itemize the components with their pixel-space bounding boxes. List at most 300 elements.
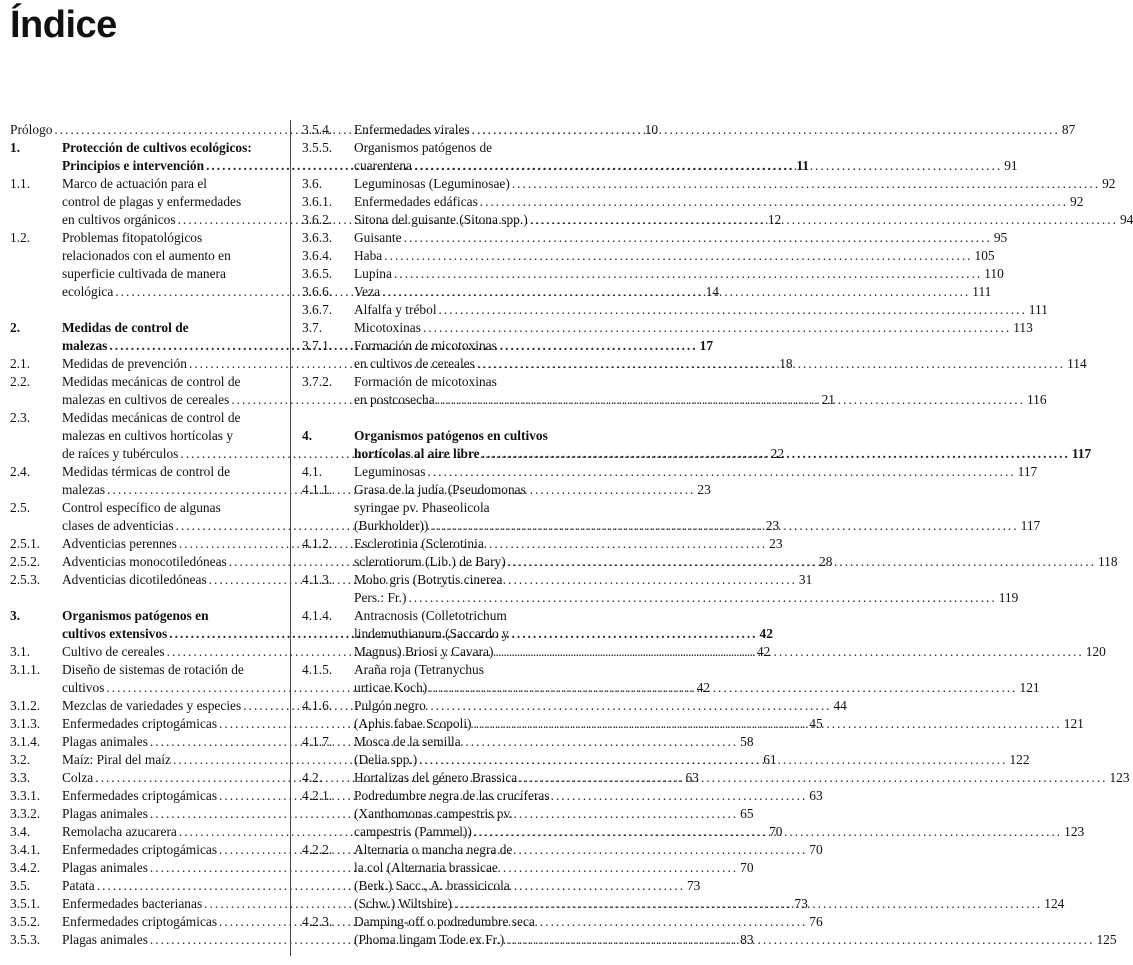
toc-line xyxy=(354,553,1118,571)
toc-page-number: 61 xyxy=(763,752,777,767)
toc-entry-text xyxy=(354,247,995,265)
toc-entry-title: Maíz: Piral del maíz xyxy=(62,752,171,767)
toc-entry xyxy=(302,463,1038,481)
toc-line xyxy=(354,193,1083,211)
toc-entry xyxy=(302,229,1008,247)
toc-section-number: 2.5.2. xyxy=(10,554,41,569)
leader-dots xyxy=(437,391,1025,409)
toc-section-number: 4.2. xyxy=(302,770,323,785)
toc-page-number: 14 xyxy=(705,284,719,299)
toc-section-number: 4.1.5. xyxy=(302,662,333,677)
toc-page-number: 45 xyxy=(809,716,823,731)
toc-entry-title: Adventicias perennes xyxy=(62,536,177,551)
toc-entry-title: Guisante xyxy=(354,230,402,245)
toc-page-number: 63 xyxy=(685,770,699,785)
toc-page-number: 73 xyxy=(686,878,701,893)
leader-dots xyxy=(408,589,996,607)
toc-entry-title: superficie cultivada de manera xyxy=(62,266,226,281)
toc-line xyxy=(354,733,1030,751)
toc-page-number: 83 xyxy=(740,932,754,947)
toc-page-number: 124 xyxy=(1044,896,1065,911)
toc-entry-title: Veza xyxy=(354,284,381,299)
toc-entry-text xyxy=(354,463,1037,481)
toc-section-number: 2.5.3. xyxy=(10,572,41,587)
toc-entry-text xyxy=(354,841,1064,913)
toc-section-number: 4.1.2. xyxy=(302,536,333,551)
toc-page-number: 21 xyxy=(821,392,835,407)
toc-entry-title: Enfermedades criptogámicas xyxy=(62,842,218,857)
toc-page-number: 111 xyxy=(1028,302,1048,317)
toc-entry-title: Plagas animales xyxy=(62,734,148,749)
toc-page-number: 113 xyxy=(1013,320,1033,335)
toc-page-number: 111 xyxy=(972,284,992,299)
toc-entry-title: Colza xyxy=(62,770,94,785)
toc-entry-text xyxy=(354,319,1033,337)
toc-page-number: 10 xyxy=(644,122,659,137)
toc-line xyxy=(354,427,1091,445)
toc-entry-title: Plagas animales xyxy=(62,860,148,875)
toc-section-number: 3.4.2. xyxy=(10,860,41,875)
toc-entry-text xyxy=(354,373,1047,409)
leader-dots xyxy=(454,895,1042,913)
toc-entry-title: Adventicias dicotiledóneas xyxy=(62,572,207,587)
leader-dots xyxy=(472,121,1060,139)
toc-section-number: 3.4. xyxy=(10,824,31,839)
toc-entry-title: Magnus) Briosi y Cavara) xyxy=(354,644,494,659)
toc-section-number: 1.1. xyxy=(10,176,31,191)
toc-line xyxy=(354,445,1091,463)
toc-entry-title: (Delia spp.) xyxy=(354,752,418,767)
toc-entry-title: Formación de micotoxinas xyxy=(354,374,497,389)
toc-entry-text xyxy=(354,211,1133,229)
toc-entry-title: Diseño de sistemas de rotación de xyxy=(62,662,244,677)
toc-entry-text xyxy=(354,175,1115,193)
leader-dots xyxy=(394,265,982,283)
toc-section-number: 3.4.1. xyxy=(10,842,41,857)
toc-entry-title: Lupina xyxy=(354,266,392,281)
toc-page-number: 123 xyxy=(1109,770,1130,785)
toc-section-number: 3.6.5. xyxy=(302,266,333,281)
toc-entry-title: Enfermedades virales xyxy=(354,122,470,137)
toc-entry xyxy=(302,319,1033,337)
toc-line xyxy=(354,373,1047,391)
toc-entry-title: campestris (Pammel)) xyxy=(354,824,472,839)
leader-dots xyxy=(530,211,1118,229)
toc-entry-text xyxy=(354,769,1130,787)
toc-line xyxy=(354,931,1117,949)
toc-section-number: 1.2. xyxy=(10,230,31,245)
toc-page-number: 121 xyxy=(1063,716,1084,731)
toc-section-number: 3.1.4. xyxy=(10,734,41,749)
toc-entry-title: malezas en cultivos de cereales xyxy=(62,392,230,407)
toc-entry-title: (Berk.) Sacc., A. brassicicola xyxy=(354,878,510,893)
toc-page-number: 42 xyxy=(696,680,711,695)
toc-entry-title: Alternaria o mancha negra de xyxy=(354,842,513,857)
toc-page-number: 117 xyxy=(1017,464,1038,479)
toc-entry-title: Organismos patógenos en cultivos xyxy=(354,428,548,443)
toc-page-number: 121 xyxy=(1019,680,1040,695)
leader-dots xyxy=(508,553,1096,571)
toc-line xyxy=(354,805,1084,823)
toc-line xyxy=(354,679,1040,697)
toc-entry-title: Enfermedades bacterianas xyxy=(62,896,203,911)
toc-line xyxy=(354,823,1084,841)
toc-entry-title: la col (Alternaria brassicae xyxy=(354,860,498,875)
toc-line xyxy=(354,769,1130,787)
toc-line xyxy=(354,751,1030,769)
leader-dots xyxy=(427,463,1015,481)
toc-entry-title: malezas xyxy=(62,338,108,353)
toc-page-number: 65 xyxy=(740,806,754,821)
toc-entry-title: clases de adventicias xyxy=(62,518,174,533)
toc-entry-title: Marco de actuación para el xyxy=(62,176,207,191)
toc-section-number: 3.7. xyxy=(302,320,323,335)
toc-entry-title: Podredumbre negra de las crucíferas xyxy=(354,788,550,803)
toc-page-number: 91 xyxy=(1004,158,1018,173)
toc-page-number: 42 xyxy=(759,626,773,641)
toc-page-number: 92 xyxy=(1102,176,1116,191)
toc-section-number: 3.3.2. xyxy=(10,806,41,821)
toc-entry xyxy=(302,247,995,265)
toc-section-number: 3.3.1. xyxy=(10,788,41,803)
toc-section-number: 4.1.3. xyxy=(302,572,333,587)
toc-entry-title: Plagas animales xyxy=(62,932,148,947)
toc-page-number: 18 xyxy=(779,356,793,371)
toc-page-number: 11 xyxy=(796,158,809,173)
toc-section-number: 3.3. xyxy=(10,770,31,785)
toc-line xyxy=(354,175,1115,193)
toc-line xyxy=(354,481,1040,499)
toc-section-number: 3.2. xyxy=(10,752,31,767)
toc-entry-title: sclerotiorum (Lib.) de Bary) xyxy=(354,554,506,569)
toc-entry-title: relacionados con el aumento en xyxy=(62,248,231,263)
leader-dots xyxy=(382,283,970,301)
toc-section-number: 4.2.3. xyxy=(302,914,333,929)
toc-section-number: 4.1.4. xyxy=(302,608,333,623)
toc-entry-title: Principios e intervención xyxy=(62,158,205,173)
toc-entry-title: (Burkholder)) xyxy=(354,518,429,533)
toc-entry-text xyxy=(354,301,1048,319)
toc-entry-title: Enfermedades criptogámicas xyxy=(62,914,218,929)
toc-line xyxy=(354,571,1018,589)
toc-section-number: 3.6.3. xyxy=(302,230,333,245)
toc-line xyxy=(354,643,1106,661)
toc-page-number: 94 xyxy=(1119,212,1133,227)
toc-page-number: 70 xyxy=(809,842,823,857)
toc-section-number: 3.7.1. xyxy=(302,338,333,353)
leader-dots xyxy=(414,157,1002,175)
toc-page-number: 114 xyxy=(1067,356,1087,371)
toc-page-number: 17 xyxy=(699,338,714,353)
toc-entry-title: (Xanthomonas campestris pv. xyxy=(354,806,513,821)
toc-line xyxy=(354,157,1018,175)
leader-dots xyxy=(495,643,1083,661)
page-title: Índice xyxy=(10,4,117,46)
toc-entry-text xyxy=(354,265,1004,283)
toc-entry-title: Enfermedades criptogámicas xyxy=(62,788,218,803)
leader-dots xyxy=(429,679,1017,697)
toc-line xyxy=(354,895,1064,913)
toc-entry xyxy=(302,265,1004,283)
toc-page-number: 110 xyxy=(984,266,1004,281)
toc-section-number: 2.1. xyxy=(10,356,31,371)
leader-dots xyxy=(404,229,992,247)
toc-line xyxy=(354,463,1037,481)
toc-entry-title: Adventicias monocotiledóneas xyxy=(62,554,227,569)
toc-entry-title: Mosca de la semilla xyxy=(354,734,461,749)
toc-line xyxy=(354,877,1064,895)
toc-section-number: Prólogo xyxy=(10,122,53,137)
leader-dots xyxy=(477,355,1065,373)
toc-entry-title: Micotoxinas xyxy=(354,320,421,335)
leader-dots xyxy=(439,301,1027,319)
toc-page-number: 12 xyxy=(767,212,782,227)
toc-line xyxy=(354,913,1117,931)
toc-entry-title: Medidas mecánicas de control de xyxy=(62,410,241,425)
toc-section-number: 2.4. xyxy=(10,464,31,479)
toc-entry-title: Enfermedades criptogámicas xyxy=(62,716,218,731)
toc-page-number: 117 xyxy=(1071,446,1092,461)
toc-entry-title: Antracnosis (Colletotrichum xyxy=(354,608,507,623)
toc-line xyxy=(354,715,1084,733)
column-divider xyxy=(290,120,291,956)
toc-entry-title: Formación de micotoxinas xyxy=(354,338,497,353)
toc-entry-text xyxy=(354,571,1018,607)
toc-page-number: 105 xyxy=(974,248,995,263)
toc-entry-title: de raíces y tubérculos xyxy=(62,446,179,461)
toc-section-number: 3.5.4. xyxy=(302,122,333,137)
toc-entry-title: en cultivos orgánicos xyxy=(62,212,176,227)
toc-section-number: 1. xyxy=(10,140,21,155)
toc-page-number: 116 xyxy=(1026,392,1047,407)
toc-line xyxy=(354,301,1048,319)
toc-entry-text xyxy=(354,193,1083,211)
toc-section-number: 3.1.2. xyxy=(10,698,41,713)
toc-entry-text xyxy=(354,337,1087,373)
toc-line xyxy=(354,355,1087,373)
toc-page-number: 95 xyxy=(993,230,1008,245)
toc-entry-title: Remolacha azucarera xyxy=(62,824,177,839)
toc-entry-title: Grasa de la judía (Pseudomonas xyxy=(354,482,526,497)
toc-page-number: 76 xyxy=(809,914,823,929)
toc-entry-title: Problemas fitopatológicos xyxy=(62,230,203,245)
toc-page-number: 23 xyxy=(697,482,711,497)
toc-entry-title: control de plagas y enfermedades xyxy=(62,194,242,209)
toc-entry-text xyxy=(354,229,1007,247)
leader-dots xyxy=(419,751,1007,769)
toc-page-number: 22 xyxy=(770,446,785,461)
toc-line xyxy=(354,265,1004,283)
leader-dots xyxy=(474,823,1062,841)
toc-entry-title: Damping-off o podredumbre seca xyxy=(354,914,535,929)
toc-section-number: 3.6.7. xyxy=(302,302,333,317)
toc-page-number: 31 xyxy=(798,572,813,587)
toc-entry-title: Pers.: Fr.) xyxy=(354,590,407,605)
toc-section-number: 3.6.1. xyxy=(302,194,333,209)
toc-page-number: 73 xyxy=(794,896,808,911)
toc-page-number: 58 xyxy=(740,734,754,749)
toc-entry-title: syringae pv. Phaseolicola xyxy=(354,500,490,515)
toc-entry-title: ecológica xyxy=(62,284,114,299)
toc-section-number: 3.5.2. xyxy=(10,914,41,929)
leader-dots xyxy=(506,931,1094,949)
toc-section-number: 2.5. xyxy=(10,500,31,515)
toc-section-number: 2.5.1. xyxy=(10,536,41,551)
toc-entry-text xyxy=(354,139,1018,175)
leader-dots xyxy=(423,319,1011,337)
toc-entry-title: Leguminosas (Leguminosae) xyxy=(354,176,510,191)
toc-entry-title: Protección de cultivos ecológicos: xyxy=(62,140,252,155)
toc-section-number: 3.7.2. xyxy=(302,374,333,389)
toc-section-number: 4.2.1. xyxy=(302,788,333,803)
toc-line xyxy=(354,661,1040,679)
toc-entry-title: urticae Koch) xyxy=(354,680,428,695)
toc-entry-title: Control específico de algunas xyxy=(62,500,221,515)
toc-line xyxy=(354,121,1075,139)
toc-entry-title: Araña roja (Tetranychus xyxy=(354,662,484,677)
toc-entry xyxy=(302,301,1048,319)
leader-dots xyxy=(430,517,1018,535)
toc-page-number: 122 xyxy=(1009,752,1030,767)
toc-section-number: 2.3. xyxy=(10,410,31,425)
toc-entry-title: Enfermedades edáficas xyxy=(354,194,478,209)
toc-section-number: 3.5.5. xyxy=(302,140,333,155)
toc-line xyxy=(354,697,1084,715)
toc-line xyxy=(354,535,1118,553)
toc-page-number: 120 xyxy=(1085,644,1106,659)
toc-entry-title: (Aphis fabae Scopoli) xyxy=(354,716,472,731)
toc-entry-text xyxy=(354,535,1118,571)
toc-page-number: 92 xyxy=(1070,194,1084,209)
toc-page-number: 23 xyxy=(765,518,780,533)
toc-section-number: 4. xyxy=(302,428,313,443)
toc-section-number: 3.6.6. xyxy=(302,284,333,299)
toc-section-number: 2.2. xyxy=(10,374,31,389)
toc-entry-text xyxy=(354,427,1091,463)
toc-entry-title: cultivos xyxy=(62,680,105,695)
leader-dots xyxy=(474,715,1062,733)
toc-entry xyxy=(302,193,1084,211)
toc-entry-text xyxy=(354,283,991,301)
toc-entry-title: lindemuthianum (Saccardo y xyxy=(354,626,509,641)
toc-entry-title: Hortalizas del género Brassica xyxy=(354,770,518,785)
leader-dots xyxy=(384,247,972,265)
toc-entry-title: Medidas mecánicas de control de xyxy=(62,374,241,389)
toc-line xyxy=(354,499,1040,517)
toc-line xyxy=(354,211,1133,229)
toc-entry-title: en postcosecha xyxy=(354,392,435,407)
toc-entry-title: (Phoma lingam Tode ex Fr.) xyxy=(354,932,505,947)
toc-line xyxy=(354,283,991,301)
leader-dots xyxy=(480,193,1068,211)
toc-section-number: 3.1.3. xyxy=(10,716,41,731)
toc-section-number: 4.1.6. xyxy=(302,698,333,713)
toc-entry-title: en cultivos de cereales xyxy=(354,356,475,371)
leader-dots xyxy=(519,769,1107,787)
toc-entry-title: Medidas de prevención xyxy=(62,356,187,371)
toc-entry-title: Medidas de control de xyxy=(62,320,189,335)
toc-page-number: 63 xyxy=(809,788,823,803)
toc-entry-text xyxy=(354,661,1040,697)
toc-entry-title: cultivos extensivos xyxy=(62,626,168,641)
toc-page-number: 28 xyxy=(819,554,833,569)
toc-section-number: 4.1.7. xyxy=(302,734,333,749)
toc-entry-title: Organismos patógenos en xyxy=(62,608,209,623)
toc-section-number: 3.6.4. xyxy=(302,248,333,263)
toc-section-number: 3.6. xyxy=(302,176,323,191)
toc-entry xyxy=(302,175,1116,193)
leader-dots xyxy=(512,175,1100,193)
toc-entry-title: Mezclas de variedades y especies xyxy=(62,698,242,713)
toc-section-number: 3.1.1. xyxy=(10,662,41,677)
toc-line xyxy=(354,859,1064,877)
toc-page-number: 119 xyxy=(998,590,1019,605)
toc-entry-text xyxy=(354,697,1084,733)
toc-section-number: 3.5.1. xyxy=(10,896,41,911)
leader-dots xyxy=(482,445,1070,463)
toc-section-number: 3.6.2. xyxy=(302,212,333,227)
toc-section-number: 3.1. xyxy=(10,644,31,659)
toc-entry-text xyxy=(354,787,1084,841)
toc-section-number: 3.5. xyxy=(10,878,31,893)
toc-section-number: 4.2.2. xyxy=(302,842,333,857)
toc-line xyxy=(354,247,995,265)
toc-entry-text xyxy=(354,121,1075,139)
toc-entry-text xyxy=(354,481,1040,535)
toc-entry-title: malezas en cultivos hortícolas y xyxy=(62,428,234,443)
toc-entry-title: Plagas animales xyxy=(62,806,148,821)
toc-page-number: 117 xyxy=(1020,518,1041,533)
toc-page-number: 125 xyxy=(1096,932,1117,947)
toc-page-number: 123 xyxy=(1064,824,1085,839)
toc-page-number: 42 xyxy=(756,644,771,659)
toc-page-number: 87 xyxy=(1061,122,1076,137)
toc-entry-title: Haba xyxy=(354,248,383,263)
toc-entry-title: malezas xyxy=(62,482,106,497)
toc-line xyxy=(354,337,1087,355)
toc-entry-title: (Schw.) Wiltshire) xyxy=(354,896,453,911)
toc-entry-title: Patata xyxy=(62,878,95,893)
toc-section-number: 4.1.1. xyxy=(302,482,333,497)
toc-entry-title: Sitona del guisante (Sitona spp.) xyxy=(354,212,528,227)
toc-line xyxy=(354,517,1040,535)
toc-entry-title: Moho gris (Botrytis cinerea xyxy=(354,572,503,587)
toc-entry-title: Organismos patógenos de xyxy=(354,140,493,155)
toc-line xyxy=(354,787,1084,805)
toc-line xyxy=(354,841,1064,859)
toc-page-number: 44 xyxy=(833,698,847,713)
toc-entry-title: cuarentena xyxy=(354,158,412,173)
toc-entry-title: Alfalfa y trébol xyxy=(354,302,437,317)
toc-entry-text xyxy=(354,607,1106,661)
toc-entry-title: Leguminosas xyxy=(354,464,426,479)
toc-entry-title: Cultivo de cereales xyxy=(62,644,165,659)
toc-section-number: 2. xyxy=(10,320,21,335)
toc-entry-title: hortícolas al aire libre xyxy=(354,446,480,461)
toc-entry-title: Esclerotinia (Sclerotinia xyxy=(354,536,484,551)
toc-entry-text xyxy=(354,913,1117,949)
toc-section-number: 4.1. xyxy=(302,464,323,479)
toc-entry-title: Pulgón negro xyxy=(354,698,426,713)
toc-line xyxy=(354,625,1106,643)
toc-entry-text xyxy=(354,733,1030,769)
toc-line xyxy=(354,589,1018,607)
toc-section-number: 3.5.3. xyxy=(10,932,41,947)
toc-line xyxy=(354,391,1047,409)
toc-line xyxy=(354,229,1007,247)
toc-line xyxy=(354,607,1106,625)
toc-page-number: 118 xyxy=(1097,554,1118,569)
